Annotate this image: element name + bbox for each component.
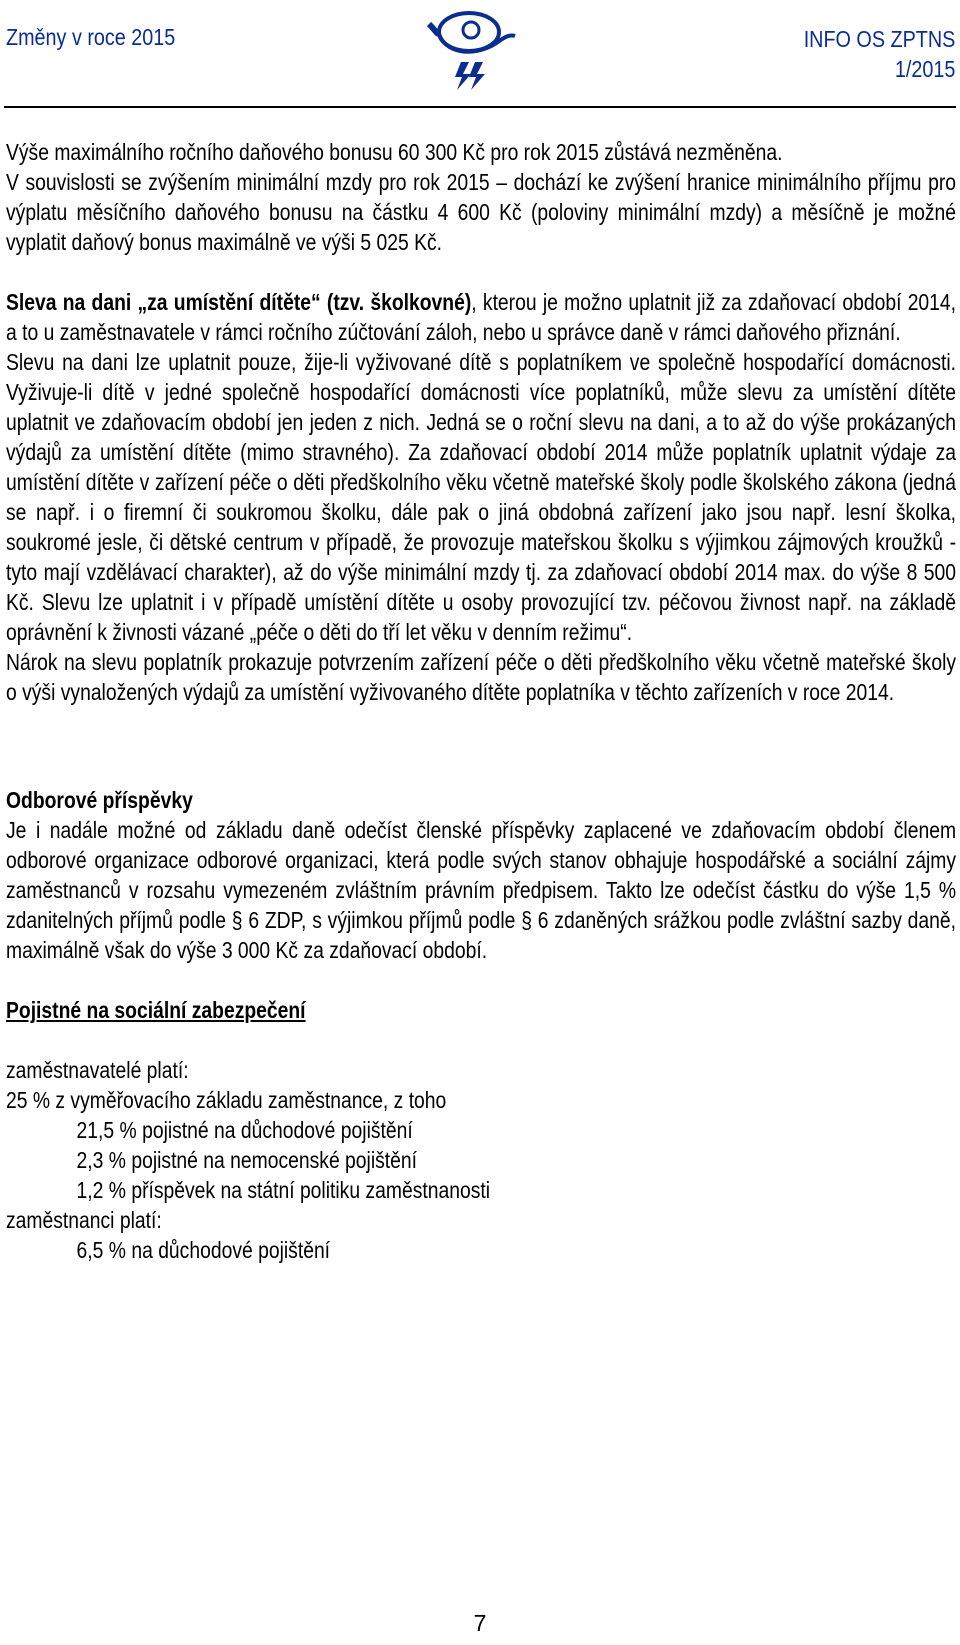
- header-divider: [4, 106, 956, 108]
- page-number: 7: [473, 1610, 487, 1636]
- odborove-heading: Odborové příspěvky: [6, 787, 193, 813]
- page-header: [0, 0, 960, 110]
- document-body: [6, 137, 956, 1265]
- employees-label: zaměstnanci platí:: [6, 1207, 162, 1233]
- employers-item: 1,2 % příspěvek na státní politiku zaměstnanosti: [76, 1177, 491, 1203]
- sleva-paragraph-1-text: , kterou je možno uplatnit již za zdaňovací období 2014, a to u zaměstnavatele v rámci ročního zúčtování záloh, nebo u správce daně v rámci daňového přiznání.: [6, 289, 957, 345]
- header-publication: INFO OS ZPTNS: [803, 26, 955, 52]
- posthorn-logo: [425, 4, 517, 92]
- employers-item: 2,3 % pojistné na nemocenské pojištění: [76, 1147, 418, 1173]
- sleva-paragraph-2: Slevu na dani lze uplatnit pouze, žije-li vyživované dítě s poplatníkem ve společně hospodařící domácnosti. Vyživuje-li dítě v jedné společně hospodařící domácnosti více poplatníků, může slevu za umístění dítěte uplatnit ve zdaňovacím období jen jeden z nich. Jedná se o roční slevu na dani, a to až do výše prokázaných výdajů za umístění dítěte (mimo stravného). Za zdaňovací období 2014 může poplatník uplatnit výdaje za umístění dítěte v zařízení péče o děti předškolního věku včetně mateřské školy podle školského zákona (jedná se např. i o firemní či soukromou školku, dále pak o jiná obdobná zařízení jako jsou např. lesní školka, soukromé jesle, či dětské centrum v případě, že provozuje mateřskou školku s výjimkou zájmových kroužků - tyto mají vzdělávací charakter), až do výše minimální mzdy tj. za zdaňovací období 2014 max. do výše 8 500 Kč. Slevu lze uplatnit i v případě umístění dítěte u osoby provozující tzv. péčovou živnost např. na základě oprávnění k živnosti vázané „péče o děti do tří let věku v denním režimu“.: [6, 349, 957, 645]
- intro-paragraph-2: V souvislosti se zvýšením minimální mzdy pro rok 2015 – dochází ke zvýšení hranice minimálního příjmu pro výplatu měsíčního daňového bonusu na částku 4 600 Kč (poloviny minimální mzdy) a měsíčně je možné vyplatit daňový bonus maximálně ve výši 5 025 Kč.: [6, 169, 957, 255]
- employees-item: 6,5 % na důchodové pojištění: [76, 1237, 331, 1263]
- odborove-paragraph: Je i nadále možné od základu daně odečíst členské příspěvky zaplacené ve zdaňovacím období členem odborové organizace odborové organizaci, která podle svých stanov obhajuje hospodářské a sociální zájmy zaměstnanců v rozsahu vymezeném zvláštním právním předpisem. Takto lze odečíst částku do výše 1,5 % zdanitelných příjmů podle § 6 ZDP, s výjimkou příjmů podle § 6 zdaněných srážkou podle zvláštní sazby daně, maximálně však do výše 3 000 Kč za zdaňovací období.: [6, 817, 957, 963]
- pojistne-heading: Pojistné na sociální zabezpečení: [6, 997, 306, 1023]
- intro-paragraph-1: Výše maximálního ročního daňového bonusu 60 300 Kč pro rok 2015 zůstává nezměněna.: [6, 139, 783, 165]
- sleva-heading: Sleva na dani „za umístění dítěte“ (tzv. školkovné): [6, 289, 472, 315]
- sleva-paragraph-3: Nárok na slevu poplatník prokazuje potvrzením zařízení péče o děti předškolního věku včetně mateřské školy o výši vynaložených výdajů za umístění vyživovaného dítěte poplatníka v těchto zařízeních v roce 2014.: [6, 649, 957, 705]
- employers-item: 21,5 % pojistné na důchodové pojištění: [76, 1117, 413, 1143]
- sleva-paragraph-1: [6, 287, 956, 347]
- header-issue: [803, 24, 955, 84]
- header-issue-number: 1/2015: [894, 56, 955, 82]
- employers-total: 25 % z vyměřovacího základu zaměstnance, z toho: [6, 1087, 447, 1113]
- header-title: Změny v roce 2015: [6, 24, 176, 50]
- employers-label: zaměstnavatelé platí:: [6, 1057, 189, 1083]
